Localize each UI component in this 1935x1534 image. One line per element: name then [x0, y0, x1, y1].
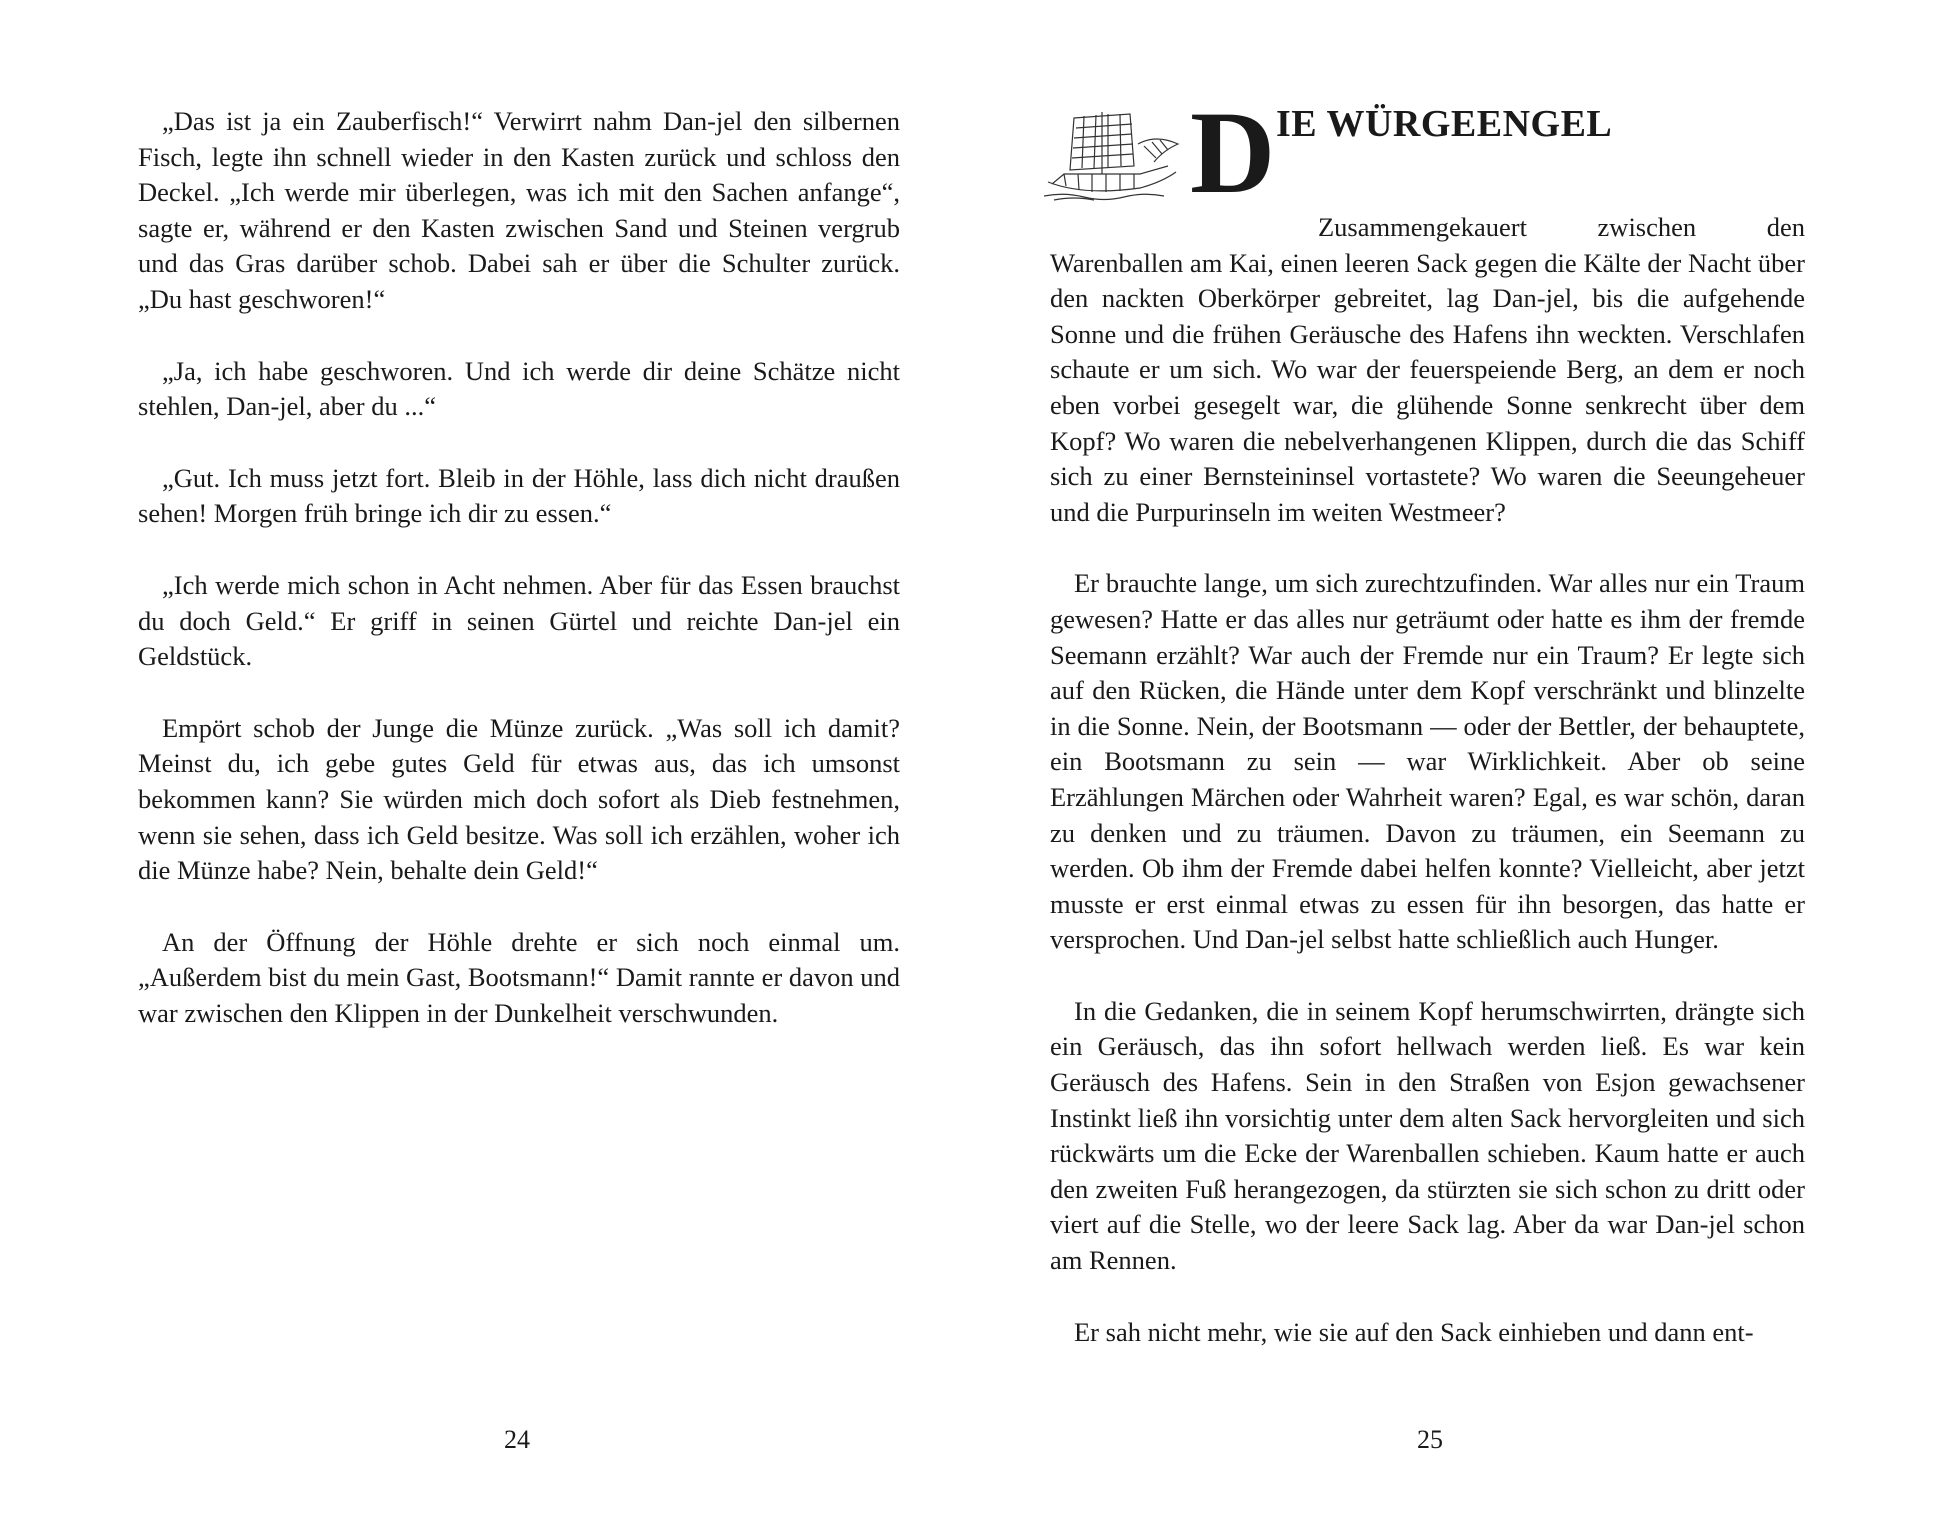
chapter-dropcap: D: [1190, 87, 1276, 218]
chapter-heading: [1044, 87, 1644, 218]
paragraph: „Ich werde mich schon in Acht nehmen. Aber für das Essen brauchst du doch Geld.“ Er griff in seinen Gürtel und reichte Dan-jel ein Geldstück.: [138, 569, 900, 672]
chapter-title: IE WÜRGEENGEL: [1276, 103, 1613, 145]
paragraph: Empört schob der Junge die Münze zurück. „Was soll ich damit? Meinst du, ich gebe gutes Geld für etwas aus, das ich umsonst bekommen kann? Sie würden mich doch sofort als Dieb festnehmen, wenn sie sehen, dass ich Geld besitze. Was soll ich erzählen, woher ich die Münze habe? Nein, behalte dein Geld!“: [138, 712, 900, 886]
paragraph: In die Gedanken, die in seinem Kopf herumschwirrten, drängte sich ein Geräusch, das ihn sofort hellwach werden ließ. Es war kein Geräusch des Hafens. Sein in den Straßen von Esjon gewachsener Instinkt ließ ihn vorsichtig unter dem alten Sack hervorgleiten und sich rückwärts um die Ecke der Warenballen schieben. Kaum hatte er auch den zweiten Fuß herangezogen, da stürzten sie sich schon zu dritt oder viert auf die Stelle, wo der leere Sack lag. Aber da war Dan-jel schon am Rennen.: [1050, 995, 1805, 1276]
paragraph: An der Öffnung der Höhle drehte er sich noch einmal um. „Außerdem bist du mein Gast, Bootsmann!“ Damit rannte er davon und war zwischen den Klippen in der Dunkelheit verschwunden.: [138, 926, 900, 1028]
paragraph: „Gut. Ich muss jetzt fort. Bleib in der Höhle, lass dich nicht draußen sehen! Morgen früh bringe ich dir zu essen.“: [138, 462, 900, 529]
paragraph: Zusammengekauert zwischen den Warenballen am Kai, einen leeren Sack gegen die Kälte der Nacht über den nackten Oberkörper gebreitet, lag Dan-jel, bis die aufgehende Sonne und die frühen Geräusche des Hafens ihn weckten. Verschlafen schaute er um sich. Wo war der feuerspeiende Berg, an dem er noch eben vorbei gesegelt war, die glühende Sonne senkrecht über dem Kopf? Wo waren die nebelverhangenen Klippen, durch die das Schiff sich zu einer Bernsteininsel vortastete? Wo waren die Seeungeheuer und die Purpurinseln im weiten Westmeer?: [1050, 212, 1805, 527]
paragraph: „Ja, ich habe geschworen. Und ich werde dir deine Schätze nicht stehlen, Dan-jel, aber du ...“: [138, 355, 900, 422]
paragraph: Er brauchte lange, um sich zurechtzufinden. War alles nur ein Traum gewesen? Hatte er das alles nur geträumt oder hatte es ihm der fremde Seemann erzählt? War auch der Fremde nur ein Traum? Er legte sich auf den Rücken, die Hände unter dem Kopf verschränkt und blinzelte in die Sonne. Nein, der Bootsmann — oder der Bettler, der behauptete, ein Bootsmann zu sein — war Wirklichkeit. Aber ob seine Erzählungen Märchen oder Wahrheit waren? Egal, es war schön, daran zu denken und zu träumen. Davon zu träumen, ein Seemann zu werden. Ob ihm der Fremde dabei helfen konnte? Vielleicht, aber jetzt musste er erst einmal etwas zu essen für ihn besorgen, das hatte er versprochen. Und Dan-jel selbst hatte schließlich auch Hunger.: [1050, 568, 1805, 955]
right-page-text: [1050, 210, 1805, 1386]
page-number-left: 24: [504, 1425, 530, 1454]
page-number-right: 25: [1417, 1425, 1443, 1454]
right-page: [960, 0, 1935, 1534]
paragraph: Er sah nicht mehr, wie sie auf den Sack einhieben und dann ent-: [1074, 1316, 1754, 1347]
left-page-text: [138, 104, 900, 1067]
paragraph: „Das ist ja ein Zauberfisch!“ Verwirrt nahm Dan-jel den silbernen Fisch, legte ihn schnell wieder in den Kasten zurück und schloss den Deckel. „Ich werde mir überlegen, was ich mit den Sachen anfange“, sagte er, während er den Kasten zwischen Sand und Steinen vergrub und das Gras darüber schob. Dabei sah er über die Schulter zurück. „Du hast geschworen!“: [138, 106, 900, 314]
ship-illustration-icon: [1044, 104, 1184, 204]
left-page: [0, 0, 960, 1534]
